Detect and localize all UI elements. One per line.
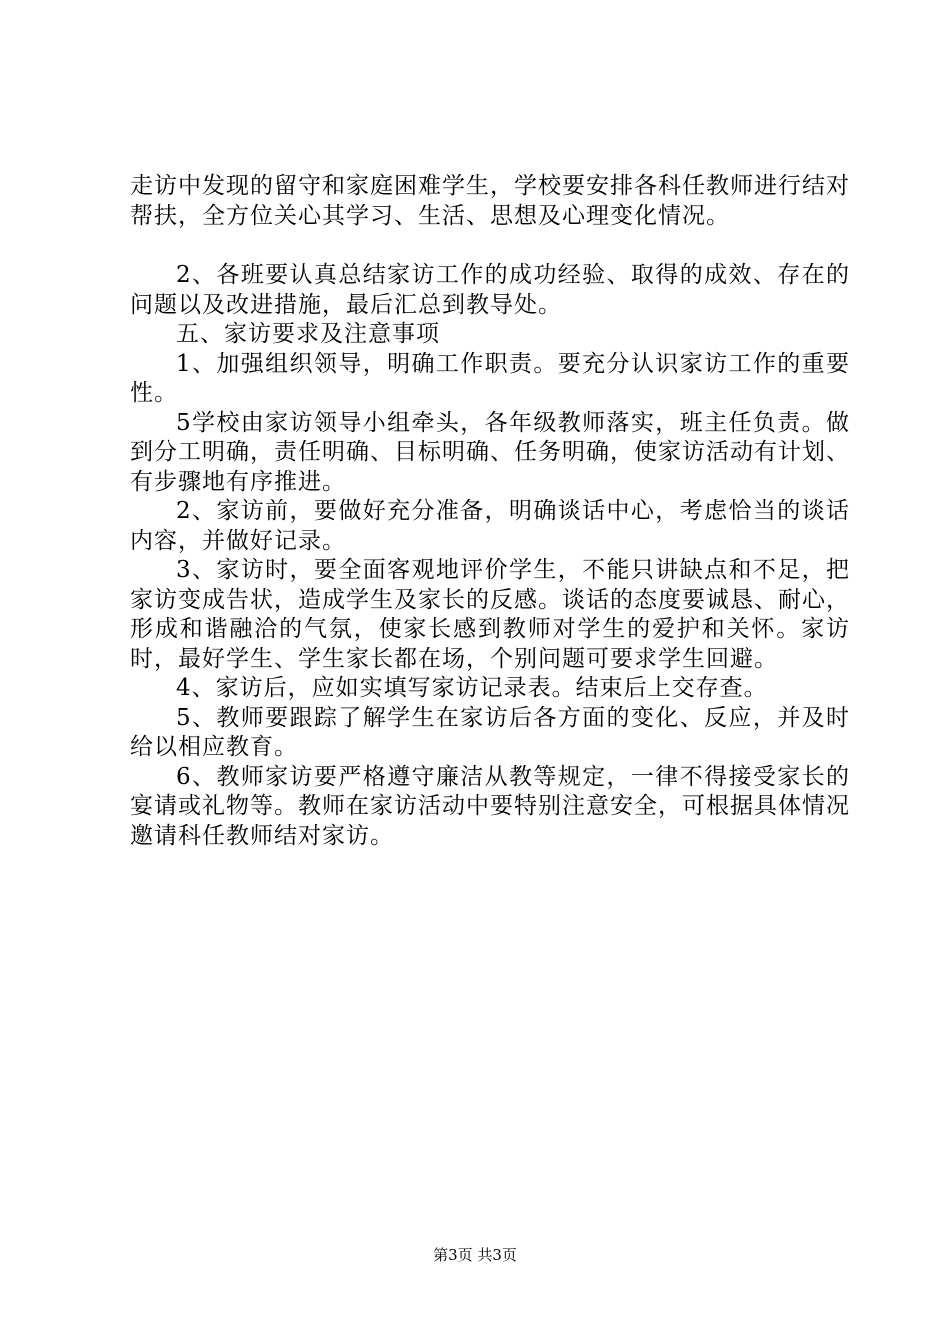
paragraph-item-2: 2、家访前，要做好充分准备，明确谈话中心，考虑恰当的谈话内容，并做好记录。 [130,498,850,554]
section-heading: 五、家访要求及注意事项 [176,321,440,347]
paragraph-summary: 2、各班要认真总结家访工作的成功经验、取得的成效、存在的问题以及改进措施，最后汇总到教导处。 [130,262,850,318]
paragraph-item-3: 3、家访时，要全面客观地评价学生，不能只讲缺点和不足，把家访变成告状，造成学生及家长的反感。谈话的态度要诚恳、耐心，形成和谐融洽的气氛，使家长感到教师对学生的爱护和关怀。家访时，最好学生、学生家长都在场，个别问题可要求学生回避。 [130,557,850,672]
paragraph-item-4: 4、家访后，应如实填写家访记录表。结束后上交存查。 [176,675,768,701]
paragraph-gap [130,231,850,261]
paragraph-item-6: 6、教师家访要严格遵守廉洁从教等规定，一律不得接受家长的宴请或礼物等。教师在家访活动中要特别注意安全，可根据具体情况邀请科任教师结对家访。 [130,763,850,849]
paragraph-item-1: 1、加强组织领导，明确工作职责。要充分认识家访工作的重要性。 [130,350,850,406]
paragraph-item-leadership: 5学校由家访领导小组牵头，各年级教师落实，班主任负责。做到分工明确，责任明确、目标明确、任务明确，使家访活动有计划、有步骤地有序推进。 [130,409,850,495]
document-body [130,172,850,851]
paragraph-item-5: 5、教师要跟踪了解学生在家访后各方面的变化、反应，并及时给以相应教育。 [130,704,850,760]
page-number-footer: 第3页 共3页 [433,1246,517,1264]
paragraph-continuation: 走访中发现的留守和家庭困难学生，学校要安排各科任教师进行结对帮扶，全方位关心其学习、生活、思想及心理变化情况。 [130,173,850,229]
